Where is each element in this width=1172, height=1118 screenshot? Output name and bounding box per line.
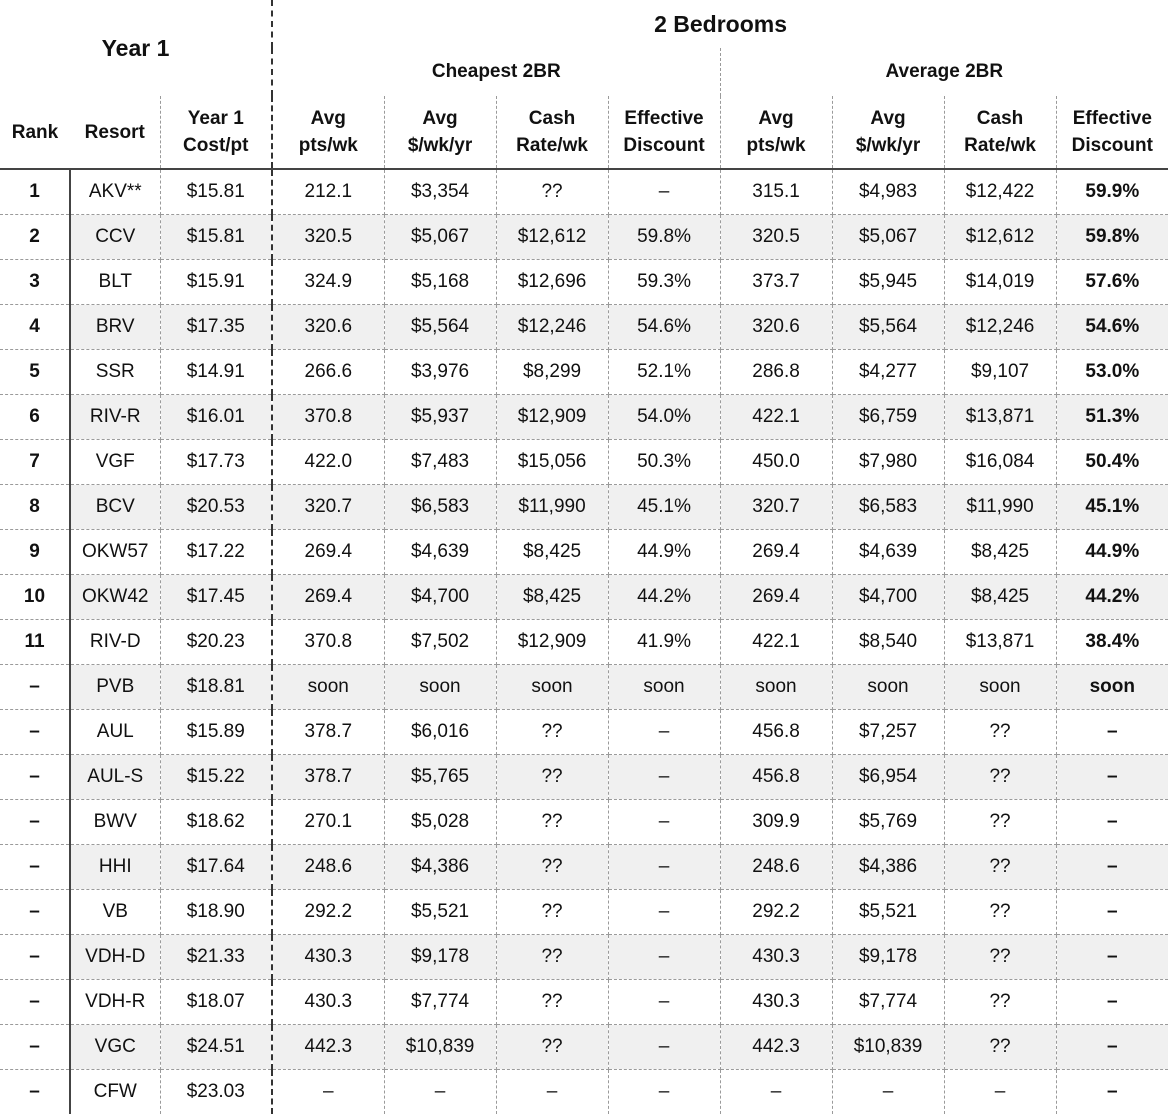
cell-rank: 7 [0, 440, 70, 485]
cell-rank: 1 [0, 169, 70, 215]
cell-avg-avg-usd-wk-yr: $4,700 [832, 575, 944, 620]
cell-avg-cash-rate-wk: ?? [944, 980, 1056, 1025]
table-row [0, 485, 1168, 530]
cell-cheap-effective-discount: – [608, 845, 720, 890]
cell-avg-cash-rate-wk: $12,422 [944, 169, 1056, 215]
table-row [0, 575, 1168, 620]
column-header-line1: Avg [870, 108, 906, 129]
cell-cheap-cash-rate-wk: $12,246 [496, 305, 608, 350]
cell-year1-cost-per-pt: $18.07 [160, 980, 272, 1025]
cell-cheap-avg-usd-wk-yr: $10,839 [384, 1025, 496, 1070]
cell-cheap-cash-rate-wk: $12,909 [496, 395, 608, 440]
cell-cheap-cash-rate-wk: $12,909 [496, 620, 608, 665]
cell-cheap-avg-pts-wk: 324.9 [272, 260, 384, 305]
cell-avg-cash-rate-wk: ?? [944, 710, 1056, 755]
cell-rank: – [0, 890, 70, 935]
cell-cheap-effective-discount: 44.9% [608, 530, 720, 575]
cell-cheap-avg-pts-wk: 370.8 [272, 395, 384, 440]
cell-cheap-cash-rate-wk: ?? [496, 935, 608, 980]
cell-rank: – [0, 935, 70, 980]
cell-year1-cost-per-pt: $17.22 [160, 530, 272, 575]
cell-avg-avg-pts-wk: 320.5 [720, 215, 832, 260]
table-row [0, 710, 1168, 755]
cell-cheap-effective-discount: 45.1% [608, 485, 720, 530]
cell-cheap-avg-usd-wk-yr: $5,765 [384, 755, 496, 800]
cell-cheap-cash-rate-wk: $8,425 [496, 530, 608, 575]
cell-cheap-cash-rate-wk: $15,056 [496, 440, 608, 485]
cell-avg-cash-rate-wk: – [944, 1070, 1056, 1115]
cell-avg-cash-rate-wk: $8,425 [944, 530, 1056, 575]
year-title: Year 1 [0, 0, 272, 96]
table-row [0, 620, 1168, 665]
cell-avg-avg-pts-wk: 269.4 [720, 530, 832, 575]
table-header [0, 0, 1168, 169]
cell-cheap-avg-pts-wk: 442.3 [272, 1025, 384, 1070]
cell-avg-effective-discount: – [1056, 755, 1168, 800]
cell-resort: RIV-R [70, 395, 160, 440]
cell-cheap-avg-pts-wk: 430.3 [272, 935, 384, 980]
column-header-line1: Avg [422, 108, 458, 129]
cell-avg-avg-pts-wk: 269.4 [720, 575, 832, 620]
cell-avg-avg-pts-wk: 248.6 [720, 845, 832, 890]
cell-cheap-avg-usd-wk-yr: $5,937 [384, 395, 496, 440]
cell-avg-avg-pts-wk: 309.9 [720, 800, 832, 845]
cell-avg-cash-rate-wk: $12,246 [944, 305, 1056, 350]
cell-resort: OKW57 [70, 530, 160, 575]
cell-cheap-avg-pts-wk: 292.2 [272, 890, 384, 935]
cell-avg-effective-discount: – [1056, 845, 1168, 890]
column-header-line2: pts/wk [746, 135, 806, 156]
cell-avg-cash-rate-wk: ?? [944, 935, 1056, 980]
column-header-cheap-effective-discount [608, 96, 720, 169]
table-row [0, 350, 1168, 395]
cell-cheap-effective-discount: – [608, 755, 720, 800]
cell-cheap-effective-discount: – [608, 169, 720, 215]
cell-rank: 11 [0, 620, 70, 665]
cell-cheap-avg-usd-wk-yr: $5,564 [384, 305, 496, 350]
cell-year1-cost-per-pt: $15.89 [160, 710, 272, 755]
cell-avg-avg-pts-wk: 286.8 [720, 350, 832, 395]
column-header-line2: Cost/pt [183, 135, 249, 156]
cell-year1-cost-per-pt: $21.33 [160, 935, 272, 980]
cell-resort: BWV [70, 800, 160, 845]
cell-year1-cost-per-pt: $17.73 [160, 440, 272, 485]
cell-avg-avg-usd-wk-yr: $7,980 [832, 440, 944, 485]
cell-cheap-cash-rate-wk: $8,425 [496, 575, 608, 620]
cell-avg-avg-pts-wk: 373.7 [720, 260, 832, 305]
cell-year1-cost-per-pt: $15.81 [160, 169, 272, 215]
cell-rank: 10 [0, 575, 70, 620]
cell-avg-avg-pts-wk: 456.8 [720, 755, 832, 800]
cell-avg-avg-usd-wk-yr: – [832, 1070, 944, 1115]
cell-avg-avg-pts-wk: 315.1 [720, 169, 832, 215]
column-header-line2: Discount [623, 135, 705, 156]
cell-avg-cash-rate-wk: ?? [944, 800, 1056, 845]
cell-avg-cash-rate-wk: ?? [944, 845, 1056, 890]
column-header-cheap-avg-usd-wk-yr [384, 96, 496, 169]
cell-cheap-avg-pts-wk: 248.6 [272, 845, 384, 890]
cell-year1-cost-per-pt: $20.23 [160, 620, 272, 665]
cell-resort: BCV [70, 485, 160, 530]
column-header-line1: Year 1 [187, 108, 244, 129]
table-row [0, 800, 1168, 845]
average-2br-header: Average 2BR [885, 61, 1004, 82]
cell-avg-cash-rate-wk: $13,871 [944, 620, 1056, 665]
table-row [0, 305, 1168, 350]
table-row [0, 530, 1168, 575]
cell-avg-effective-discount: 54.6% [1056, 305, 1168, 350]
cell-avg-effective-discount: 59.9% [1056, 169, 1168, 215]
cell-cheap-cash-rate-wk: ?? [496, 845, 608, 890]
cell-year1-cost-per-pt: $15.91 [160, 260, 272, 305]
cell-avg-avg-pts-wk: 320.6 [720, 305, 832, 350]
cell-resort: AUL [70, 710, 160, 755]
cell-cheap-cash-rate-wk: ?? [496, 980, 608, 1025]
table-row [0, 260, 1168, 305]
cell-cheap-avg-pts-wk: 430.3 [272, 980, 384, 1025]
cell-avg-avg-usd-wk-yr: $4,386 [832, 845, 944, 890]
cell-cheap-effective-discount: – [608, 1025, 720, 1070]
cell-rank: 4 [0, 305, 70, 350]
cell-cheap-effective-discount: – [608, 980, 720, 1025]
cell-cheap-cash-rate-wk: ?? [496, 890, 608, 935]
column-header-line2: $/wk/yr [407, 135, 473, 156]
cell-rank: 6 [0, 395, 70, 440]
cell-avg-effective-discount: 50.4% [1056, 440, 1168, 485]
cell-avg-avg-usd-wk-yr: $5,521 [832, 890, 944, 935]
cell-avg-avg-usd-wk-yr: $6,583 [832, 485, 944, 530]
table-row [0, 665, 1168, 710]
table-row [0, 215, 1168, 260]
cell-avg-cash-rate-wk: ?? [944, 755, 1056, 800]
column-header-year1-cost-per-pt [160, 96, 272, 169]
cell-year1-cost-per-pt: $15.81 [160, 215, 272, 260]
cell-cheap-cash-rate-wk: $8,299 [496, 350, 608, 395]
table-body [0, 169, 1168, 1114]
cell-resort: VGC [70, 1025, 160, 1070]
table-row [0, 980, 1168, 1025]
cell-year1-cost-per-pt: $16.01 [160, 395, 272, 440]
cell-cheap-cash-rate-wk: ?? [496, 1025, 608, 1070]
table-row [0, 1025, 1168, 1070]
cell-avg-effective-discount: 57.6% [1056, 260, 1168, 305]
cell-cheap-avg-usd-wk-yr: – [384, 1070, 496, 1115]
cell-cheap-effective-discount: 52.1% [608, 350, 720, 395]
cell-resort: AKV** [70, 169, 160, 215]
cell-resort: CCV [70, 215, 160, 260]
cell-cheap-cash-rate-wk: $11,990 [496, 485, 608, 530]
cell-cheap-avg-usd-wk-yr: $4,639 [384, 530, 496, 575]
column-header-line1: Rank [11, 121, 59, 143]
cell-avg-effective-discount: – [1056, 710, 1168, 755]
column-header-avg-avg-usd-wk-yr [832, 96, 944, 169]
cell-resort: SSR [70, 350, 160, 395]
table-row [0, 845, 1168, 890]
cell-cheap-effective-discount: – [608, 1070, 720, 1115]
cell-year1-cost-per-pt: $18.81 [160, 665, 272, 710]
cell-avg-avg-pts-wk: 320.7 [720, 485, 832, 530]
cell-cheap-avg-pts-wk: 270.1 [272, 800, 384, 845]
cell-cheap-effective-discount: 41.9% [608, 620, 720, 665]
cell-avg-avg-usd-wk-yr: $4,639 [832, 530, 944, 575]
cell-avg-avg-pts-wk: – [720, 1070, 832, 1115]
cell-cheap-avg-pts-wk: 266.6 [272, 350, 384, 395]
cell-avg-avg-usd-wk-yr: $6,954 [832, 755, 944, 800]
cell-rank: – [0, 710, 70, 755]
cell-avg-avg-pts-wk: 430.3 [720, 935, 832, 980]
cell-avg-cash-rate-wk: soon [944, 665, 1056, 710]
cell-avg-effective-discount: – [1056, 935, 1168, 980]
cell-rank: 5 [0, 350, 70, 395]
cell-rank: – [0, 665, 70, 710]
cell-resort: OKW42 [70, 575, 160, 620]
cell-avg-avg-usd-wk-yr: $7,774 [832, 980, 944, 1025]
cell-cheap-avg-usd-wk-yr: $5,521 [384, 890, 496, 935]
column-header-line1: Avg [310, 108, 346, 129]
cell-resort: VB [70, 890, 160, 935]
column-header-cheap-cash-rate-wk [496, 96, 608, 169]
cell-cheap-cash-rate-wk: – [496, 1070, 608, 1115]
cell-cheap-avg-pts-wk: 320.5 [272, 215, 384, 260]
cell-cheap-avg-pts-wk: 378.7 [272, 710, 384, 755]
cell-avg-effective-discount: – [1056, 980, 1168, 1025]
cell-cheap-cash-rate-wk: $12,612 [496, 215, 608, 260]
cell-cheap-cash-rate-wk: soon [496, 665, 608, 710]
cell-avg-effective-discount: – [1056, 800, 1168, 845]
cell-rank: – [0, 800, 70, 845]
column-header-rank [0, 96, 70, 169]
column-header-line2: Rate/wk [516, 135, 588, 156]
cell-resort: VGF [70, 440, 160, 485]
cell-resort: RIV-D [70, 620, 160, 665]
cell-avg-avg-pts-wk: 422.1 [720, 620, 832, 665]
column-header-line1: Avg [758, 108, 794, 129]
cell-cheap-effective-discount: 44.2% [608, 575, 720, 620]
cell-cheap-avg-usd-wk-yr: $5,168 [384, 260, 496, 305]
cell-avg-avg-pts-wk: 450.0 [720, 440, 832, 485]
cell-resort: VDH-D [70, 935, 160, 980]
cell-rank: 9 [0, 530, 70, 575]
column-header-resort [70, 96, 160, 169]
cell-cheap-effective-discount: soon [608, 665, 720, 710]
cell-cheap-avg-pts-wk: 269.4 [272, 575, 384, 620]
cell-cheap-effective-discount: 50.3% [608, 440, 720, 485]
column-header-row [0, 96, 1168, 169]
column-header-line2: pts/wk [298, 135, 358, 156]
cell-cheap-avg-usd-wk-yr: $6,016 [384, 710, 496, 755]
cell-avg-avg-usd-wk-yr: $5,945 [832, 260, 944, 305]
cell-avg-effective-discount: 38.4% [1056, 620, 1168, 665]
cell-avg-cash-rate-wk: $14,019 [944, 260, 1056, 305]
cell-avg-avg-usd-wk-yr: soon [832, 665, 944, 710]
cell-avg-effective-discount: soon [1056, 665, 1168, 710]
cell-avg-cash-rate-wk: $16,084 [944, 440, 1056, 485]
table-row [0, 1070, 1168, 1115]
cell-rank: – [0, 1070, 70, 1115]
cell-cheap-avg-usd-wk-yr: $7,774 [384, 980, 496, 1025]
column-header-line2: $/wk/yr [855, 135, 921, 156]
cell-cheap-avg-usd-wk-yr: $3,354 [384, 169, 496, 215]
cell-year1-cost-per-pt: $17.35 [160, 305, 272, 350]
column-header-line1: Cash [528, 108, 576, 129]
cell-year1-cost-per-pt: $24.51 [160, 1025, 272, 1070]
cell-avg-effective-discount: 53.0% [1056, 350, 1168, 395]
cell-avg-effective-discount: 45.1% [1056, 485, 1168, 530]
cell-cheap-cash-rate-wk: $12,696 [496, 260, 608, 305]
cell-avg-avg-usd-wk-yr: $6,759 [832, 395, 944, 440]
cell-cheap-effective-discount: 54.0% [608, 395, 720, 440]
cell-year1-cost-per-pt: $17.64 [160, 845, 272, 890]
cell-cheap-effective-discount: 54.6% [608, 305, 720, 350]
cell-avg-avg-pts-wk: soon [720, 665, 832, 710]
cell-resort: CFW [70, 1070, 160, 1115]
column-header-line1: Effective [1072, 108, 1152, 129]
cell-cheap-effective-discount: 59.3% [608, 260, 720, 305]
cell-avg-effective-discount: 44.2% [1056, 575, 1168, 620]
cell-avg-avg-usd-wk-yr: $5,769 [832, 800, 944, 845]
cell-cheap-avg-pts-wk: soon [272, 665, 384, 710]
cell-cheap-avg-usd-wk-yr: $4,700 [384, 575, 496, 620]
cell-cheap-avg-pts-wk: 320.6 [272, 305, 384, 350]
cell-rank: – [0, 1025, 70, 1070]
cell-avg-avg-usd-wk-yr: $9,178 [832, 935, 944, 980]
cell-rank: 2 [0, 215, 70, 260]
cell-cheap-avg-usd-wk-yr: $4,386 [384, 845, 496, 890]
cell-cheap-cash-rate-wk: ?? [496, 710, 608, 755]
cell-year1-cost-per-pt: $18.62 [160, 800, 272, 845]
cell-cheap-avg-usd-wk-yr: $7,483 [384, 440, 496, 485]
cell-cheap-cash-rate-wk: ?? [496, 755, 608, 800]
cell-avg-avg-usd-wk-yr: $4,983 [832, 169, 944, 215]
cell-resort: AUL-S [70, 755, 160, 800]
column-header-cheap-avg-pts-wk [272, 96, 384, 169]
cell-cheap-avg-usd-wk-yr: $7,502 [384, 620, 496, 665]
cell-resort: BLT [70, 260, 160, 305]
cell-cheap-avg-pts-wk: – [272, 1070, 384, 1115]
cell-rank: – [0, 980, 70, 1025]
column-header-avg-effective-discount [1056, 96, 1168, 169]
cell-rank: – [0, 845, 70, 890]
group-title: 2 Bedrooms [654, 10, 788, 37]
cell-cheap-cash-rate-wk: ?? [496, 169, 608, 215]
cell-avg-avg-usd-wk-yr: $4,277 [832, 350, 944, 395]
cell-year1-cost-per-pt: $15.22 [160, 755, 272, 800]
cell-avg-effective-discount: 44.9% [1056, 530, 1168, 575]
column-header-line1: Cash [976, 108, 1024, 129]
cell-cheap-avg-usd-wk-yr: $3,976 [384, 350, 496, 395]
cell-cheap-effective-discount: – [608, 890, 720, 935]
cell-resort: BRV [70, 305, 160, 350]
cell-year1-cost-per-pt: $18.90 [160, 890, 272, 935]
table-row [0, 169, 1168, 215]
cell-cheap-avg-usd-wk-yr: $5,028 [384, 800, 496, 845]
cell-rank: 3 [0, 260, 70, 305]
cell-avg-cash-rate-wk: $8,425 [944, 575, 1056, 620]
cell-year1-cost-per-pt: $17.45 [160, 575, 272, 620]
cell-avg-cash-rate-wk: ?? [944, 890, 1056, 935]
column-header-avg-avg-pts-wk [720, 96, 832, 169]
cell-avg-cash-rate-wk: $12,612 [944, 215, 1056, 260]
cell-avg-cash-rate-wk: $13,871 [944, 395, 1056, 440]
cell-avg-cash-rate-wk: $11,990 [944, 485, 1056, 530]
cell-avg-avg-pts-wk: 430.3 [720, 980, 832, 1025]
cell-rank: 8 [0, 485, 70, 530]
cell-cheap-avg-pts-wk: 378.7 [272, 755, 384, 800]
table-row [0, 935, 1168, 980]
cell-avg-effective-discount: 59.8% [1056, 215, 1168, 260]
cell-year1-cost-per-pt: $20.53 [160, 485, 272, 530]
cell-rank: – [0, 755, 70, 800]
cell-avg-avg-pts-wk: 422.1 [720, 395, 832, 440]
cell-year1-cost-per-pt: $23.03 [160, 1070, 272, 1115]
column-header-line1: Resort [84, 121, 145, 143]
cell-cheap-effective-discount: – [608, 800, 720, 845]
cell-cheap-effective-discount: – [608, 710, 720, 755]
cell-avg-avg-usd-wk-yr: $10,839 [832, 1025, 944, 1070]
cell-cheap-avg-usd-wk-yr: $6,583 [384, 485, 496, 530]
cell-cheap-avg-usd-wk-yr: soon [384, 665, 496, 710]
cell-avg-avg-pts-wk: 292.2 [720, 890, 832, 935]
cell-cheap-effective-discount: 59.8% [608, 215, 720, 260]
cell-avg-effective-discount: – [1056, 890, 1168, 935]
table-row [0, 440, 1168, 485]
cell-cheap-avg-pts-wk: 370.8 [272, 620, 384, 665]
cell-avg-effective-discount: – [1107, 1081, 1118, 1102]
cell-year1-cost-per-pt: $14.91 [160, 350, 272, 395]
column-header-line2: Discount [1071, 135, 1153, 156]
cell-avg-avg-pts-wk: 442.3 [720, 1025, 832, 1070]
cell-avg-avg-pts-wk: 456.8 [720, 710, 832, 755]
column-header-avg-cash-rate-wk [944, 96, 1056, 169]
cell-avg-avg-usd-wk-yr: $7,257 [832, 710, 944, 755]
cell-avg-effective-discount: 51.3% [1056, 395, 1168, 440]
cell-cheap-avg-pts-wk: 422.0 [272, 440, 384, 485]
cell-cheap-effective-discount: – [608, 935, 720, 980]
cell-avg-avg-usd-wk-yr: $5,564 [832, 305, 944, 350]
column-header-line2: Rate/wk [964, 135, 1036, 156]
cell-resort: VDH-R [70, 980, 160, 1025]
cheapest-2br-header: Cheapest 2BR [272, 48, 720, 96]
column-header-line1: Effective [624, 108, 704, 129]
cell-avg-avg-usd-wk-yr: $8,540 [832, 620, 944, 665]
cell-cheap-avg-pts-wk: 212.1 [272, 169, 384, 215]
cell-avg-cash-rate-wk: $9,107 [944, 350, 1056, 395]
table-row [0, 755, 1168, 800]
cell-resort: HHI [70, 845, 160, 890]
cell-cheap-avg-pts-wk: 269.4 [272, 530, 384, 575]
cell-avg-cash-rate-wk: ?? [944, 1025, 1056, 1070]
cell-cheap-avg-usd-wk-yr: $9,178 [384, 935, 496, 980]
table-row [0, 890, 1168, 935]
cell-avg-effective-discount: – [1056, 1025, 1168, 1070]
cell-cheap-avg-usd-wk-yr: $5,067 [384, 215, 496, 260]
cell-cheap-avg-pts-wk: 320.7 [272, 485, 384, 530]
table-row [0, 395, 1168, 440]
cell-resort: PVB [70, 665, 160, 710]
cell-avg-avg-usd-wk-yr: $5,067 [832, 215, 944, 260]
cell-cheap-cash-rate-wk: ?? [496, 800, 608, 845]
